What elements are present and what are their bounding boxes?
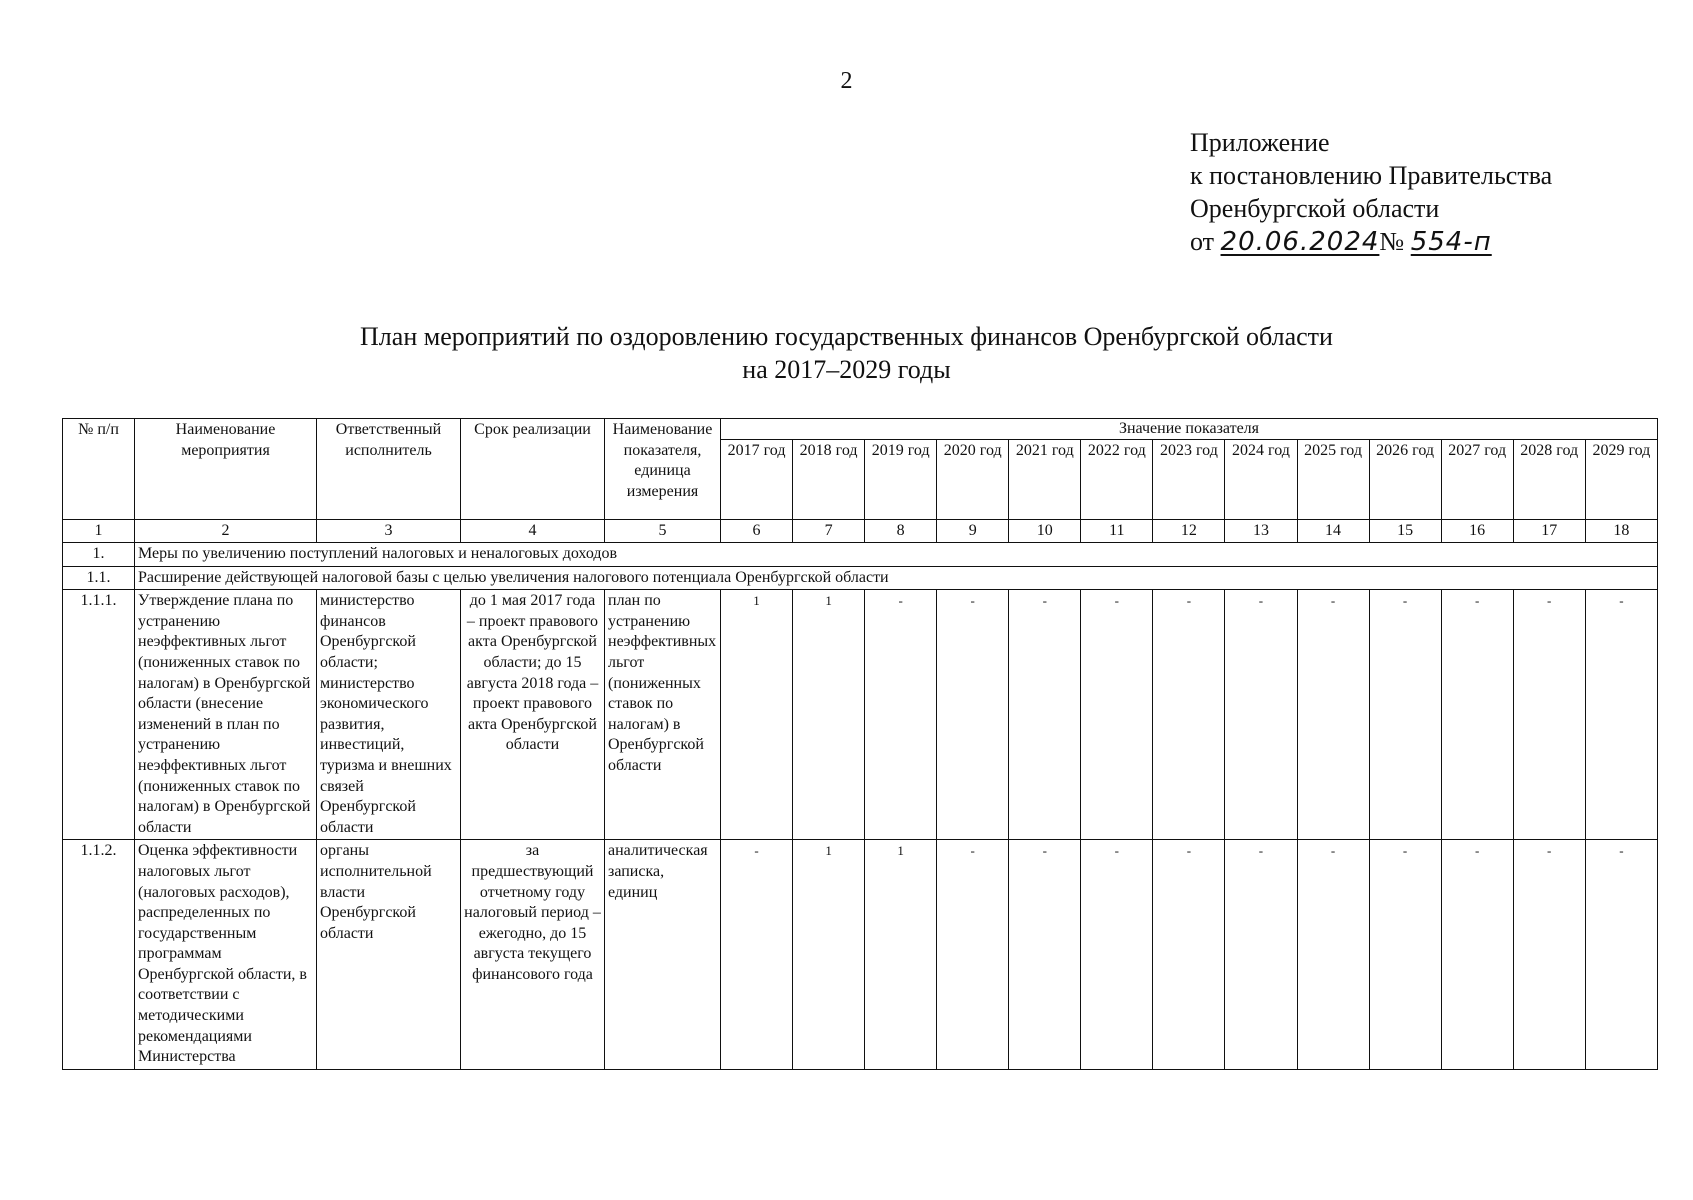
appendix-line-2: к постановлению Правительства (1190, 161, 1553, 190)
date-prefix: от (1190, 227, 1215, 256)
col-number: 13 (1225, 520, 1297, 543)
header-executor: Ответственный исполнитель (317, 419, 461, 520)
row-deadline: до 1 мая 2017 года – проект правового акта Оренбургской области; до 15 августа 2018 года – проект правового акта Оренбургской области (461, 590, 605, 840)
row-name: Утверждение плана по устранению неэффективных льгот (пониженных ставок по налогам) в Оренбургской области (внесение изменений в план по устранению неэффективных льгот (пониженных ставок по налогам) в Оренбургской области (135, 590, 317, 840)
year-2025: 2025 год (1297, 440, 1369, 520)
appendix-line-1: Приложение (1190, 128, 1330, 157)
handwritten-date: 20.06.2024 (1220, 227, 1380, 257)
number-sign: № (1379, 227, 1405, 256)
year-2028: 2028 год (1513, 440, 1585, 520)
col-number: 15 (1369, 520, 1441, 543)
col-number: 10 (1009, 520, 1081, 543)
value-2024: - (1225, 840, 1297, 1070)
value-2023: - (1153, 590, 1225, 840)
col-number: 17 (1513, 520, 1585, 543)
value-2028: - (1513, 590, 1585, 840)
col-number: 7 (793, 520, 865, 543)
row-deadline: за предшествующий отчетному году налоговый период – ежегодно, до 15 августа текущего финансового года (461, 840, 605, 1070)
section-row (63, 543, 1658, 567)
value-2025: - (1297, 840, 1369, 1070)
value-2027: - (1441, 590, 1513, 840)
section-text: Меры по увеличению поступлений налоговых и неналоговых доходов (135, 543, 1658, 567)
value-2021: - (1009, 840, 1081, 1070)
plan-table (62, 418, 1658, 1070)
col-number: 4 (461, 520, 605, 543)
value-2029: - (1585, 840, 1657, 1070)
year-2027: 2027 год (1441, 440, 1513, 520)
value-2022: - (1081, 590, 1153, 840)
col-number: 5 (605, 520, 721, 543)
header-row (63, 419, 1658, 440)
header-num: № п/п (63, 419, 135, 520)
row-executor: министерство финансов Оренбургской области; министерство экономического развития, инвестиций, туризма и внешних связей Оренбургской области (317, 590, 461, 840)
year-2024: 2024 год (1225, 440, 1297, 520)
col-number: 6 (721, 520, 793, 543)
subsection-row (63, 566, 1658, 590)
col-number: 1 (63, 520, 135, 543)
year-2029: 2029 год (1585, 440, 1657, 520)
value-2025: - (1297, 590, 1369, 840)
handwritten-number: 554-п (1410, 227, 1492, 257)
col-number: 8 (865, 520, 937, 543)
document-title (0, 320, 1693, 386)
title-line-1: План мероприятий по оздоровлению государственных финансов Оренбургской области (360, 322, 1333, 351)
value-2029: - (1585, 590, 1657, 840)
year-2026: 2026 год (1369, 440, 1441, 520)
value-2024: - (1225, 590, 1297, 840)
subsection-text: Расширение действующей налоговой базы с целью увеличения налогового потенциала Оренбургской области (135, 566, 1658, 590)
value-2027: - (1441, 840, 1513, 1070)
col-number: 16 (1441, 520, 1513, 543)
year-2022: 2022 год (1081, 440, 1153, 520)
value-2023: - (1153, 840, 1225, 1070)
col-number: 9 (937, 520, 1009, 543)
value-2018: 1 (793, 590, 865, 840)
year-2017: 2017 год (721, 440, 793, 520)
col-number: 14 (1297, 520, 1369, 543)
value-2020: - (937, 840, 1009, 1070)
value-2026: - (1369, 590, 1441, 840)
col-number: 12 (1153, 520, 1225, 543)
col-number: 2 (135, 520, 317, 543)
row-num: 1.1.2. (63, 840, 135, 1070)
row-executor: органы исполнительной власти Оренбургской области (317, 840, 461, 1070)
col-number: 18 (1585, 520, 1657, 543)
header-value: Значение показателя (721, 419, 1658, 440)
subsection-num: 1.1. (63, 566, 135, 590)
value-2026: - (1369, 840, 1441, 1070)
value-2019: 1 (865, 840, 937, 1070)
appendix-line-3: Оренбургской области (1190, 194, 1440, 223)
value-2017: - (721, 840, 793, 1070)
value-2019: - (865, 590, 937, 840)
header-deadline: Срок реализации (461, 419, 605, 520)
value-2017: 1 (721, 590, 793, 840)
row-indicator: аналитическая записка, единиц (605, 840, 721, 1070)
value-2022: - (1081, 840, 1153, 1070)
value-2020: - (937, 590, 1009, 840)
value-2028: - (1513, 840, 1585, 1070)
header-name: Наименование мероприятия (135, 419, 317, 520)
year-2019: 2019 год (865, 440, 937, 520)
col-number: 3 (317, 520, 461, 543)
table-row (63, 590, 1658, 840)
appendix-block (1190, 126, 1552, 259)
year-2023: 2023 год (1153, 440, 1225, 520)
page-number: 2 (840, 68, 853, 94)
row-name: Оценка эффективности налоговых льгот (налоговых расходов), распределенных по государственным программам Оренбургской области, в соответствии с методическими рекомендациями Министерства (135, 840, 317, 1070)
value-2018: 1 (793, 840, 865, 1070)
value-2021: - (1009, 590, 1081, 840)
appendix-date-line (1190, 225, 1552, 259)
year-2021: 2021 год (1009, 440, 1081, 520)
column-numbers-row (63, 520, 1658, 543)
year-2020: 2020 год (937, 440, 1009, 520)
section-num: 1. (63, 543, 135, 567)
col-number: 11 (1081, 520, 1153, 543)
title-line-2: на 2017–2029 годы (742, 355, 951, 384)
header-indicator: Наименование показателя, единица измерения (605, 419, 721, 520)
year-2018: 2018 год (793, 440, 865, 520)
row-indicator: план по устранению неэффективных льгот (пониженных ставок по налогам) в Оренбургской области (605, 590, 721, 840)
table-row (63, 840, 1658, 1070)
row-num: 1.1.1. (63, 590, 135, 840)
